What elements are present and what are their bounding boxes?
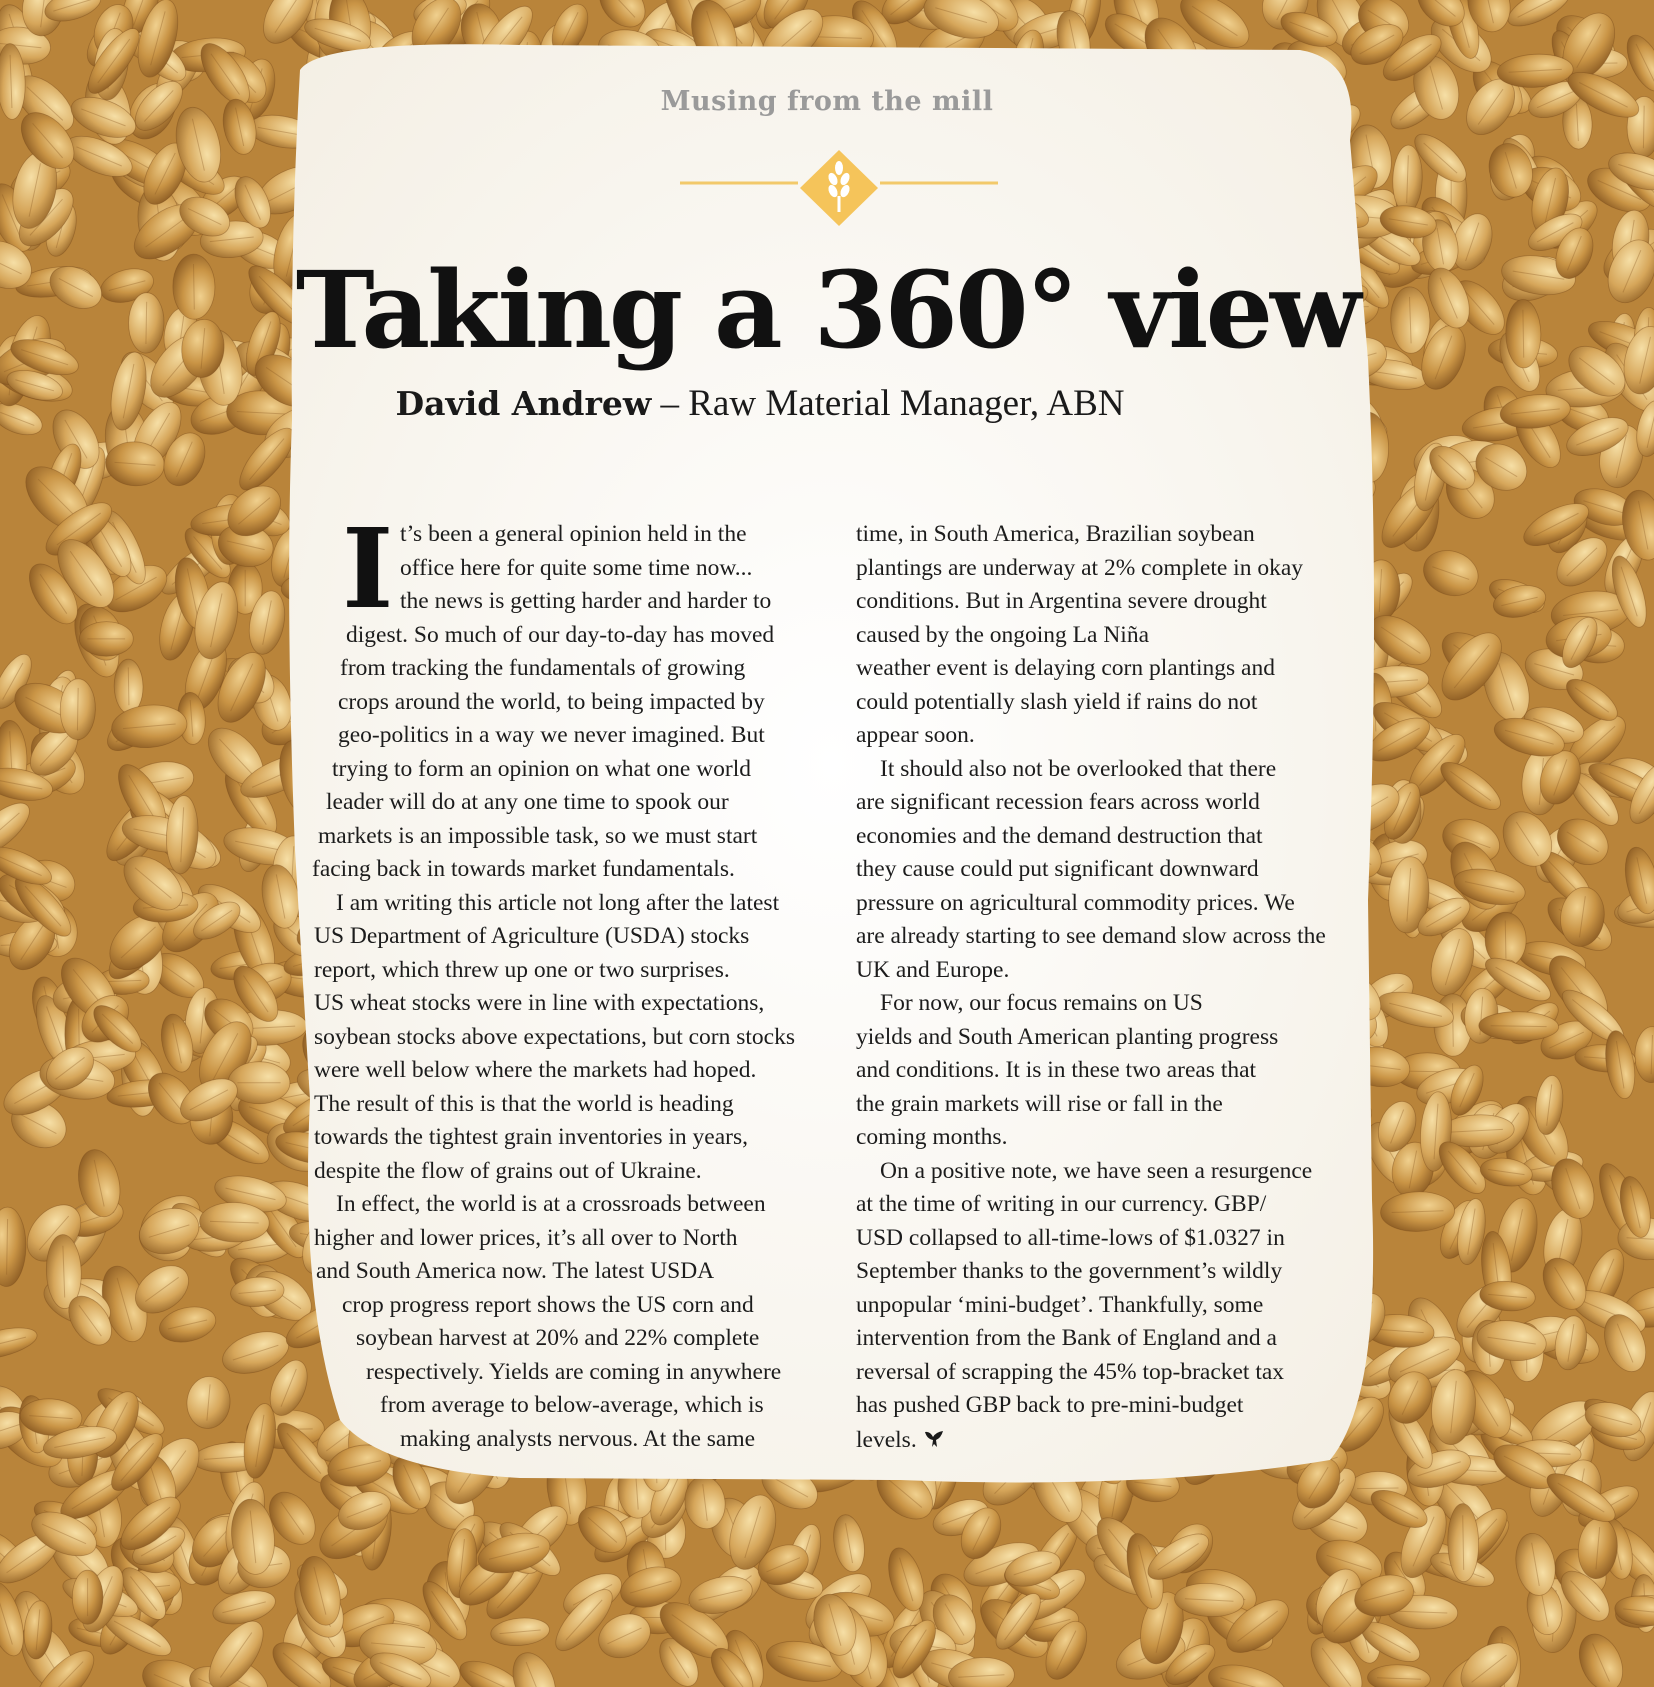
column-2-line: levels. bbox=[856, 1428, 945, 1453]
column-2-line: pressure on agricultural commodity prices. We bbox=[856, 889, 1295, 916]
drop-cap: I bbox=[342, 504, 394, 633]
column-1-line: despite the flow of grains out of Ukraine. bbox=[314, 1157, 702, 1184]
column-1-line: US Department of Agriculture (USDA) stocks bbox=[314, 923, 750, 949]
column-1-line: US wheat stocks were in line with expectations, bbox=[314, 990, 765, 1016]
column-2-line: coming months. bbox=[856, 1124, 1008, 1150]
column-1-line: markets is an impossible task, so we must start bbox=[318, 822, 758, 849]
column-1-line: crops around the world, to being impacted by bbox=[338, 688, 765, 715]
column-1-line: I am writing this article not long after the latest bbox=[336, 889, 780, 916]
byline-author: David Andrew bbox=[395, 384, 652, 423]
column-2-line: weather event is delaying corn plantings and bbox=[856, 655, 1275, 681]
column-1-line: digest. So much of our day-to-day has moved bbox=[346, 621, 775, 648]
column-2-line: and conditions. It is in these two areas that bbox=[856, 1057, 1257, 1083]
column-2-line: the grain markets will rise or fall in the bbox=[856, 1090, 1223, 1117]
section-divider bbox=[680, 150, 998, 226]
column-1-line: The result of this is that the world is heading bbox=[314, 1090, 734, 1117]
headline: Taking a 360° view bbox=[295, 247, 1359, 372]
bird-icon bbox=[923, 1428, 945, 1450]
column-1-line: were well below where the markets had hoped. bbox=[314, 1057, 757, 1083]
column-2-line: are already starting to see demand slow across the bbox=[856, 923, 1326, 949]
column-2-line: yields and South American planting progress bbox=[856, 1023, 1279, 1050]
column-2-line: are significant recession fears across world bbox=[856, 789, 1260, 815]
column-2-line: they cause could put significant downward bbox=[856, 856, 1259, 882]
column-1-line: from average to below-average, which is bbox=[380, 1392, 764, 1418]
column-2-line: plantings are underway at 2% complete in okay bbox=[856, 554, 1304, 581]
column-2-line: at the time of writing in our currency. GBP/ bbox=[856, 1191, 1267, 1217]
byline bbox=[0, 382, 1520, 425]
column-1-line: leader will do at any one time to spook our bbox=[326, 789, 729, 815]
column-2-line: reversal of scrapping the 45% top-bracket tax bbox=[856, 1358, 1285, 1385]
column-2-line: On a positive note, we have seen a resurgence bbox=[880, 1157, 1313, 1184]
column-1-line: office here for quite some time now... bbox=[400, 554, 753, 581]
column-2-line: For now, our focus remains on US bbox=[880, 990, 1203, 1016]
column-2-line: intervention from the Bank of England and a bbox=[856, 1325, 1277, 1351]
column-1-line: towards the tightest grain inventories in years, bbox=[314, 1124, 748, 1150]
column-1-line: soybean harvest at 20% and 22% complete bbox=[356, 1325, 760, 1351]
column-2-line: time, in South America, Brazilian soybean bbox=[856, 521, 1255, 547]
column-2-line: September thanks to the government’s wildly bbox=[856, 1258, 1283, 1284]
column-2-line: economies and the demand destruction that bbox=[856, 822, 1263, 849]
byline-role: Raw Material Manager, ABN bbox=[688, 383, 1125, 424]
column-2-line: USD collapsed to all-time-lows of $1.0327 in bbox=[856, 1224, 1285, 1251]
column-1-line: and South America now. The latest USDA bbox=[316, 1258, 715, 1284]
column-2-line: appear soon. bbox=[856, 722, 975, 748]
column-1-line: soybean stocks above expectations, but corn stocks bbox=[314, 1023, 795, 1050]
column-1-line: facing back in towards market fundamentals. bbox=[312, 856, 735, 882]
column-1-line: higher and lower prices, it’s all over to North bbox=[314, 1224, 738, 1251]
column-1-line: the news is getting harder and harder to bbox=[400, 588, 772, 614]
column-1-line: from tracking the fundamentals of growing bbox=[340, 655, 746, 681]
column-2-line: conditions. But in Argentina severe drought bbox=[856, 588, 1267, 614]
column-1-line: geo-politics in a way we never imagined. But bbox=[338, 722, 765, 748]
column-1-line: trying to form an opinion on what one world bbox=[332, 755, 752, 782]
byline-separator: – bbox=[651, 383, 689, 424]
column-1-line: report, which threw up one or two surprises. bbox=[314, 956, 730, 983]
column-1-line: In effect, the world is at a crossroads between bbox=[336, 1191, 766, 1217]
column-2-line: caused by the ongoing La Niña bbox=[856, 621, 1150, 648]
column-1-line: t’s been a general opinion held in the bbox=[400, 521, 747, 547]
column-2-line: has pushed GBP back to pre-mini-budget bbox=[856, 1392, 1244, 1418]
column-2-line: It should also not be overlooked that there bbox=[880, 755, 1277, 782]
column-1-line: respectively. Yields are coming in anywhere bbox=[366, 1358, 782, 1385]
section-title: Musing from the mill bbox=[660, 86, 994, 117]
column-1-line: making analysts nervous. At the same bbox=[400, 1425, 756, 1452]
column-1-line: crop progress report shows the US corn and bbox=[342, 1291, 754, 1318]
column-2-line: UK and Europe. bbox=[856, 956, 1010, 983]
column-2-line: could potentially slash yield if rains do not bbox=[856, 688, 1258, 715]
column-2-line: unpopular ‘mini-budget’. Thankfully, some bbox=[856, 1291, 1264, 1318]
